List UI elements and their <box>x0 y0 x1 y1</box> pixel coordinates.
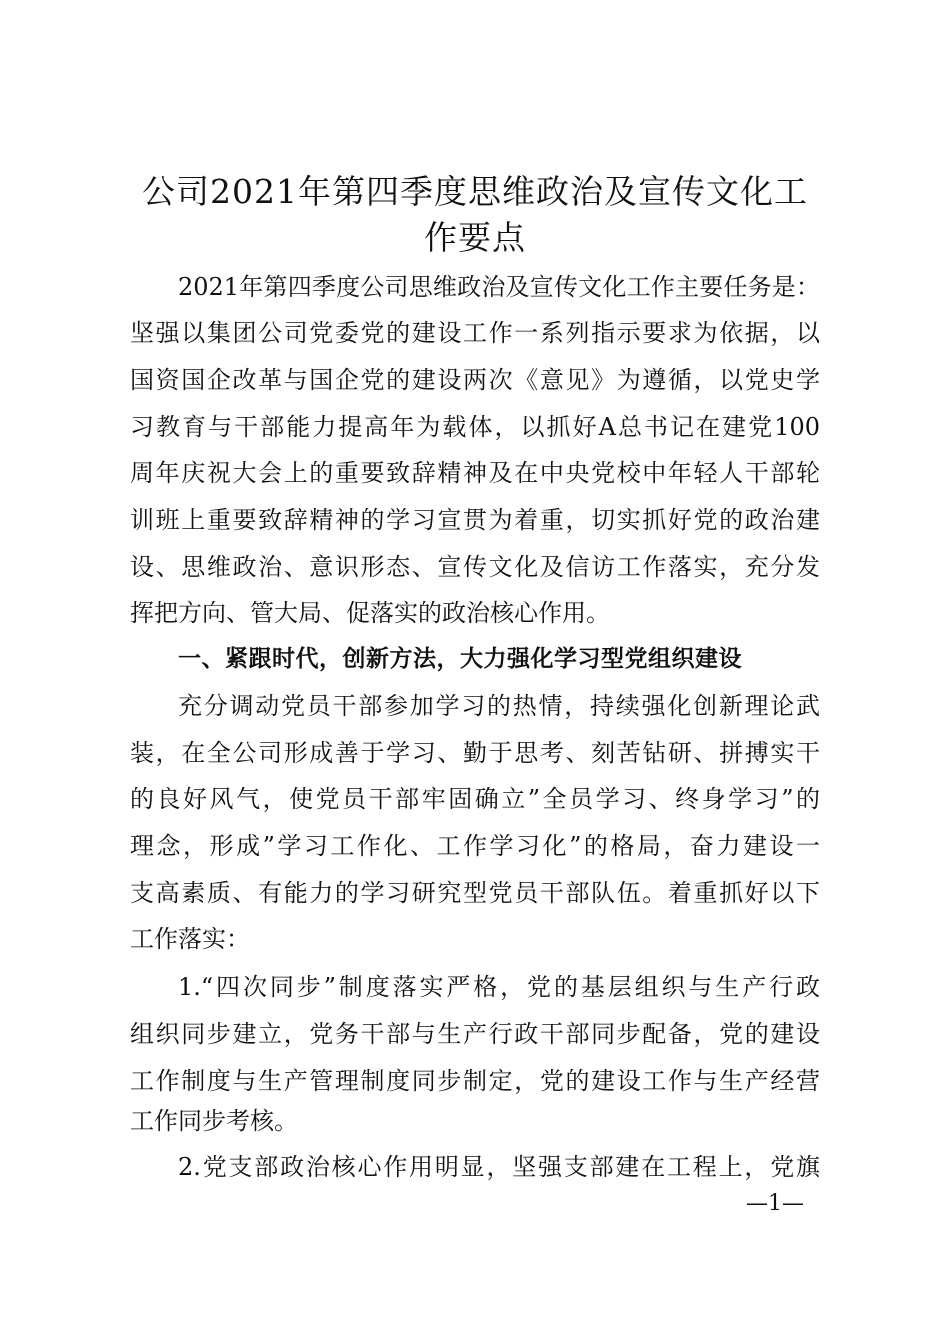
section-1-paragraph-line: 充分调动党员干部参加学习的热情，持续强化创新理论武 <box>178 692 820 720</box>
intro-paragraph-line: 2021年第四季度公司思维政治及宣传文化工作主要任务是： <box>178 273 820 301</box>
intro-paragraph-line: 习教育与干部能力提高年为载体，以抓好A总书记在建党100 <box>130 413 820 441</box>
intro-paragraph-line: 坚强以集团公司党委党的建设工作一系列指示要求为依据，以 <box>130 319 820 347</box>
item-1-paragraph-line: 工作制度与生产管理制度同步制定，党的建设工作与生产经营 <box>130 1067 820 1095</box>
page-number: —1— <box>746 1191 804 1216</box>
document-title-line-2: 作要点 <box>424 218 526 257</box>
intro-paragraph-line: 国资国企改革与国企党的建设两次《意见》为遵循，以党史学 <box>130 366 820 394</box>
item-1-paragraph-line: 组织同步建立，党务干部与生产行政干部同步配备，党的建设 <box>130 1020 820 1048</box>
section-1-paragraph-line: 装，在全公司形成善于学习、勤于思考、刻苦钻研、拼搏实干 <box>130 739 820 767</box>
intro-paragraph-line: 周年庆祝大会上的重要致辞精神及在中央党校中年轻人干部轮 <box>130 459 820 487</box>
document-title-line-1: 公司2021年第四季度思维政治及宣传文化工 <box>142 172 808 211</box>
item-1-paragraph-line: 1.“四次同步”制度落实严格，党的基层组织与生产行政 <box>178 973 820 1001</box>
intro-paragraph-line: 训班上重要致辞精神的学习宣贯为着重，切实抓好党的政治建 <box>130 506 820 534</box>
section-heading-1: 一、紧跟时代，创新方法，大力强化学习型党组织建设 <box>178 646 742 672</box>
intro-paragraph-line: 设、思维政治、意识形态、宣传文化及信访工作落实，充分发 <box>130 553 820 581</box>
section-1-paragraph-line: 的良好风气，使党员干部牢固确立”全员学习、终身学习”的 <box>130 785 820 813</box>
section-1-paragraph-line: 支高素质、有能力的学习研究型党员干部队伍。着重抓好以下 <box>130 879 820 907</box>
section-1-paragraph-line: 工作落实： <box>130 925 250 953</box>
section-1-paragraph-line: 理念，形成”学习工作化、工作学习化”的格局，奋力建设一 <box>130 832 820 860</box>
item-1-paragraph-line: 工作同步考核。 <box>130 1107 298 1135</box>
item-2-paragraph-line: 2.党支部政治核心作用明显，坚强支部建在工程上，党旗 <box>178 1153 820 1181</box>
intro-paragraph-line: 挥把方向、管大局、促落实的政治核心作用。 <box>130 599 610 627</box>
